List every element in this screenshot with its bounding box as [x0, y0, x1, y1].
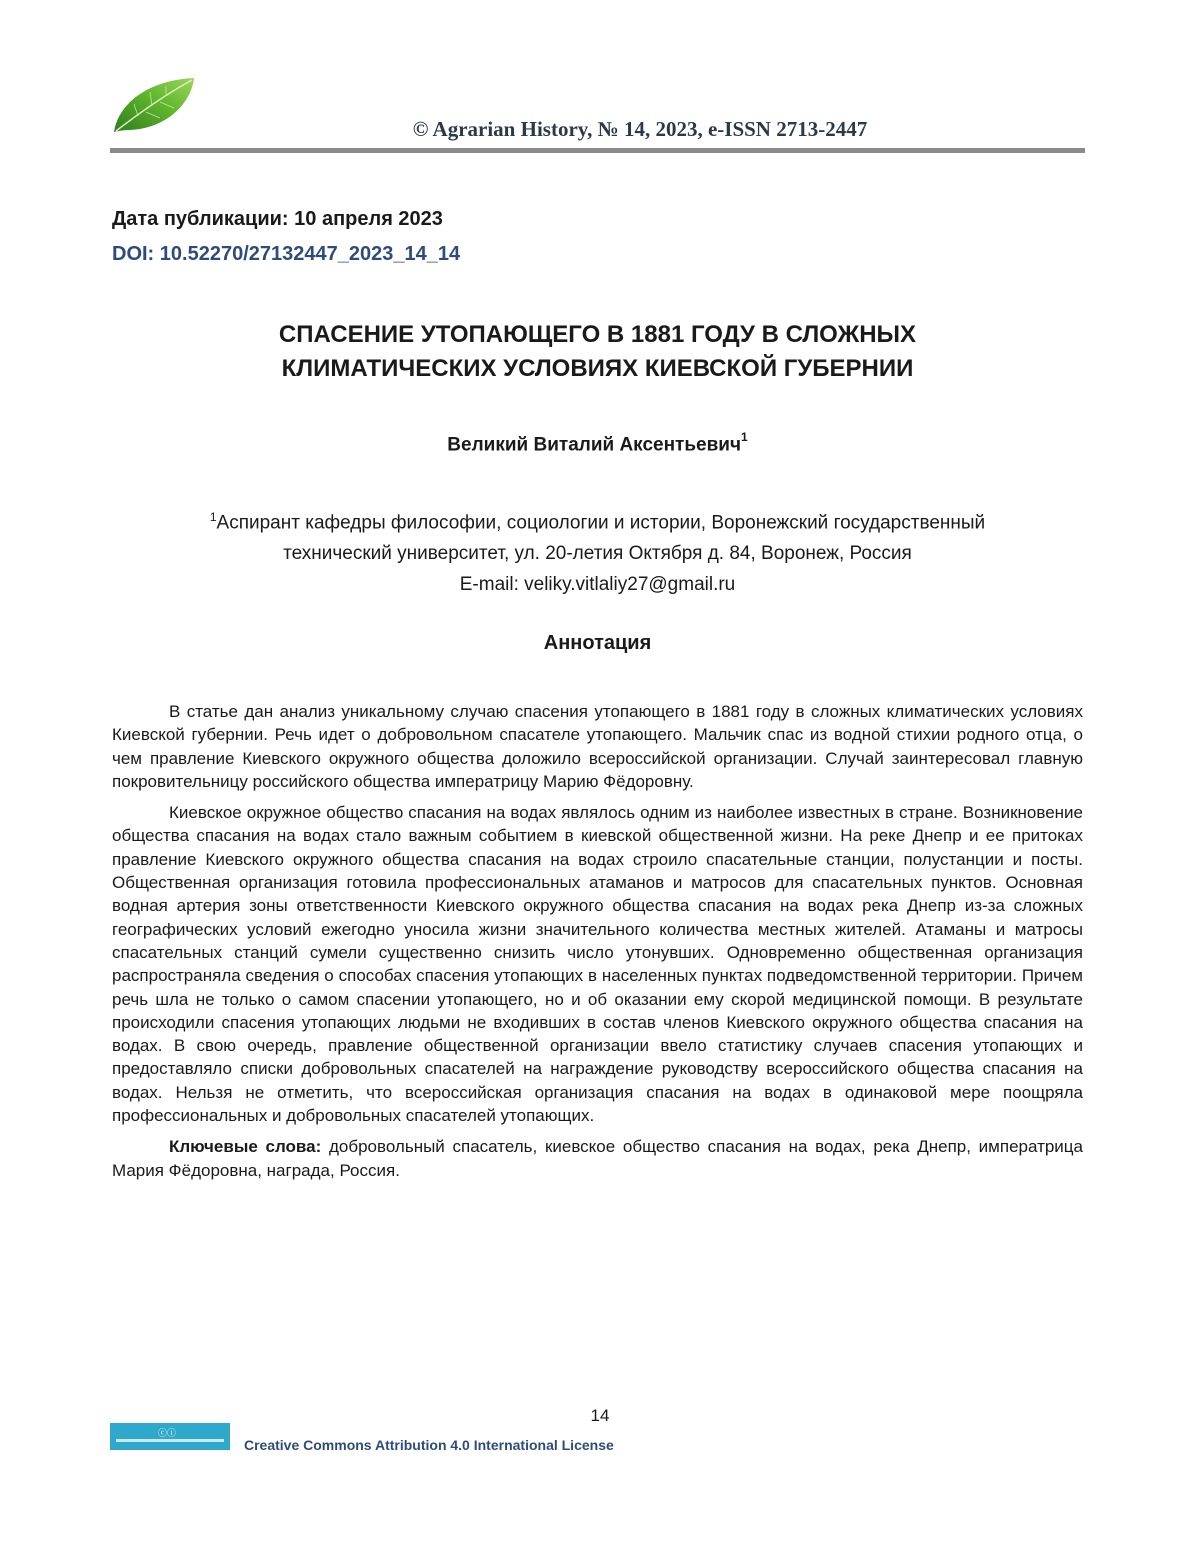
author-text: Великий Виталий Аксентьевич [447, 434, 741, 456]
abstract-paragraph: Киевское окружное общество спасания на водах являлось одним из наиболее известных в стране. Возникновение общества спасания на водах стало важным событием в киевской общественной жизни. На реке Днепр и ее притоках правление Киевского окружного общества спасания на водах строило спасательные станции, полустанции и посты. Общественная организация готовила профессиональных атаманов и матросов для спасательных пунктов. Основная водная артерия зоны ответственности Киевского окружного общества спасания на водах река Днепр из-за сложных географических условий ежегодно уносила жизни значительного количества местных жителей. Атаманы и матросы спасательных станций сумели существенно снизить число утонувших. Одновременно общественная организация распространяла сведения о способах спасения утопающих в населенных пунктах подведомственной территории. Причем речь шла не только о самом спасении утопающего, но и об оказании ему скорой медицинской помощи. В результате происходили спасения утопающих людьми не входивших в состав членов Киевского окружного общества спасания на водах. В свою очередь, правление общественной организации ввело статистику случаев спасения утопающих и предоставляло списки добровольных спасателей на награждение руководству всероссийского общества спасания на водах. Нельзя не отметить, что всероссийская организация спасания на водах в одинаковой мере поощряла профессиональных и добровольных спасателей утопающих. [112, 803, 1083, 1126]
leaf-icon [108, 74, 200, 136]
abstract-paragraph: В статье дан анализ уникальному случаю спасения утопающего в 1881 году в сложных климатических условиях Киевской губернии. Речь идет о добровольном спасателе утопающего. Мальчик спас из водной стихии родного отца, о чем правление Киевского окружного общества доложило всероссийской организации. Случай заинтересовал главную покровительницу российского общества императрицу Марию Фёдоровну. [112, 702, 1083, 791]
keywords-text: добровольный спасатель, киевское общество спасания на водах, река Днепр, императрица Мария Фёдоровна, награда, Россия. [112, 1137, 1083, 1180]
header-divider [110, 148, 1085, 153]
cc-by-badge-icon[interactable] [110, 1423, 230, 1450]
title-line: КЛИМАТИЧЕСКИХ УСЛОВИЯХ КИЕВСКОЙ ГУБЕРНИИ [281, 355, 914, 382]
journal-header: © Agrarian History, № 14, 2023, e-ISSN 2713-2447 [412, 117, 868, 141]
email[interactable]: E-mail: veliky.vitlaliy27@gmail.ru [459, 574, 736, 596]
badge-stripe [116, 1439, 224, 1442]
cc-symbols: ⓒⓘ [158, 1428, 177, 1438]
author-footnote-mark: 1 [741, 430, 748, 444]
affiliation-text: Аспирант кафедры философии, социологии и истории, Воронежский государственный [216, 512, 986, 534]
author-name [150, 432, 1045, 456]
affiliation [130, 502, 1065, 600]
affiliation-line: технический университет, ул. 20-летия Октября д. 84, Воронеж, Россия [283, 543, 912, 565]
license-link[interactable]: Creative Commons Attribution 4.0 International License [244, 1437, 614, 1453]
title-line: СПАСЕНИЕ УТОПАЮЩЕГО В 1881 ГОДУ В СЛОЖНЫХ [278, 321, 917, 348]
affiliation-line [130, 502, 1065, 538]
page-number: 14 [590, 1406, 610, 1425]
doi-link[interactable]: DOI: 10.52270/27132447_2023_14_14 [112, 243, 461, 265]
keywords [112, 1135, 1083, 1182]
publication-date: Дата публикации: 10 апреля 2023 [112, 208, 443, 230]
abstract-heading: Аннотация [543, 632, 652, 654]
article-title [150, 318, 1045, 386]
abstract-body [112, 700, 1083, 1190]
keywords-label: Ключевые слова: [169, 1137, 322, 1157]
affiliation-mark: 1 [209, 510, 217, 524]
